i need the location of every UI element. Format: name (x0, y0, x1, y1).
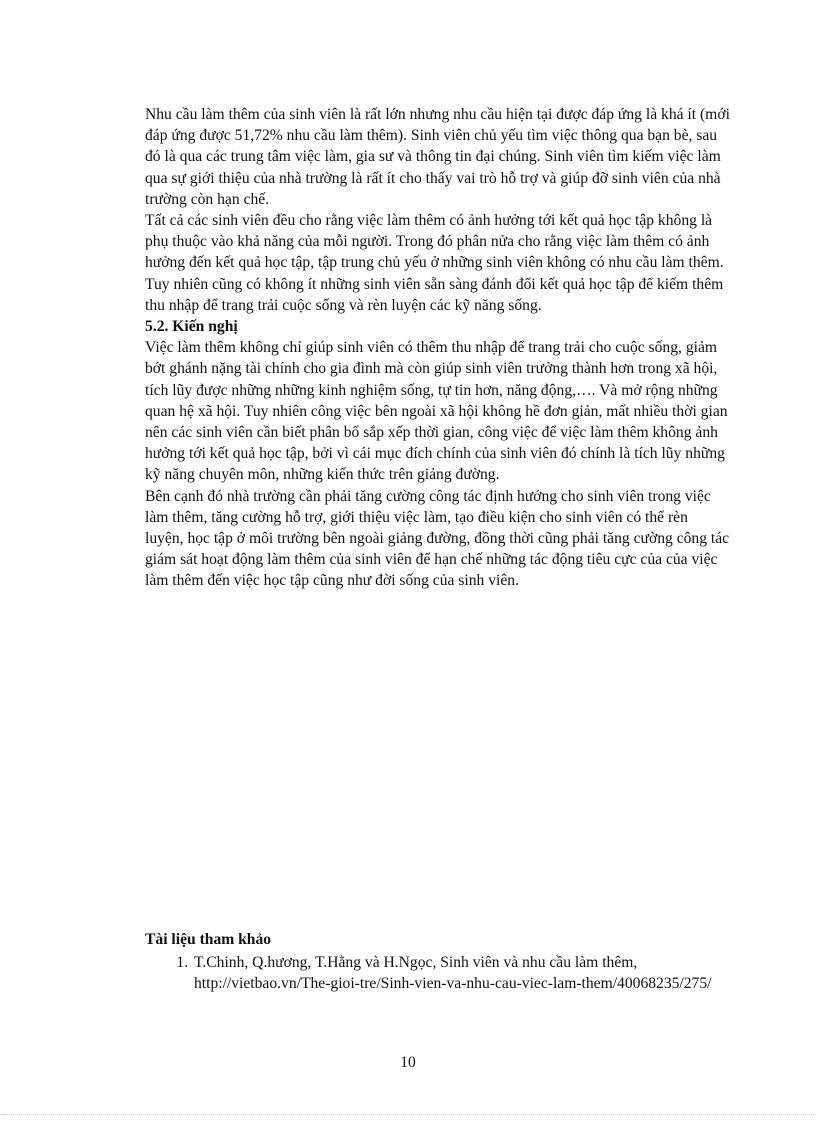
section-heading-recommendations: 5.2. Kiến nghị (145, 318, 238, 336)
body-text (145, 104, 730, 592)
page-bottom-divider (0, 1114, 816, 1115)
reference-item: 1. T.Chinh, Q.hương, T.Hằng và H.Ngọc, Sinh viên và nhu cầu làm thêm, http://vietbao.vn/The-gioi-tre/Sinh-vien-va-nhu-cau-viec-lam-them/40068235/275/ (192, 953, 730, 995)
references-title: Tài liệu tham khảo (145, 931, 272, 948)
references-section (145, 930, 730, 994)
paragraph-benefits-of-part-time-work: Việc làm thêm không chỉ giúp sinh viên có thêm thu nhập để trang trải cho cuộc sống, giảm bớt ghánh nặng tài chính cho gia đình mà còn giúp sinh viên trưởng thành hơn trong xã hội, tích lũy được những những kinh nghiệm sống, tự tin hơn, năng động,…. Và mở rộng những quan hệ xã hội. Tuy nhiên công việc bên ngoài xã hội không hề đơn giản, mất nhiều thời gian nên các sinh viên cần biết phân bổ sắp xếp thời gian, công việc để việc làm thêm không ảnh hưởng tới kết quả học tập, bởi vì cái mục đích chính của sinh viên đó chính là tích lũy những kỹ năng chuyên môn, những kiến thức trên giảng đường. (145, 339, 728, 484)
paragraph-school-recommendations: Bên cạnh đó nhà trường cần phải tăng cường công tác định hướng cho sinh viên trong việc làm thêm, tăng cường hỗ trợ, giới thiệu việc làm, tạo điều kiện cho sinh viên có thể rèn luyện, học tập ở môi trường bên ngoài giảng đường, đồng thời cũng phải tăng cường công tác giám sát hoạt động làm thêm của sinh viên để hạn chế những tác động tiêu cực của của việc làm thêm đến việc học tập cũng như đời sống của sinh viên. (145, 487, 730, 590)
references-list (145, 953, 730, 995)
paragraph-demand-for-part-time-work: Nhu cầu làm thêm của sinh viên là rất lớn nhưng nhu cầu hiện tại được đáp ứng là khá ít (mới đáp ứng được 51,72% nhu cầu làm thêm). Sinh viên chủ yếu tìm việc thông qua bạn bè, sau đó là qua các trung tâm việc làm, gia sư và thông tin đại chúng. Sinh viên tìm kiếm việc làm qua sự giới thiệu của nhà trường là rất ít cho thấy vai trò hỗ trợ và giúp đỡ sinh viên của nhà trường còn hạn chế. (145, 106, 730, 208)
paragraph-impact-on-study: Tất cả các sinh viên đều cho rằng việc làm thêm có ảnh hưởng tới kết quả học tập không là phụ thuộc vào khả năng của mỗi người. Trong đó phân nửa cho rằng việc làm thêm có ảnh hưởng đến kết quả học tập, tập trung chủ yếu ở những sinh viên không có nhu cầu làm thêm. Tuy nhiên cũng có không ít những sinh viên sẵn sàng đánh đổi kết quả học tập để kiếm thêm thu nhập để trang trải cuộc sống và rèn luyện các kỹ năng sống. (145, 212, 724, 314)
page-number: 10 (400, 1054, 416, 1071)
